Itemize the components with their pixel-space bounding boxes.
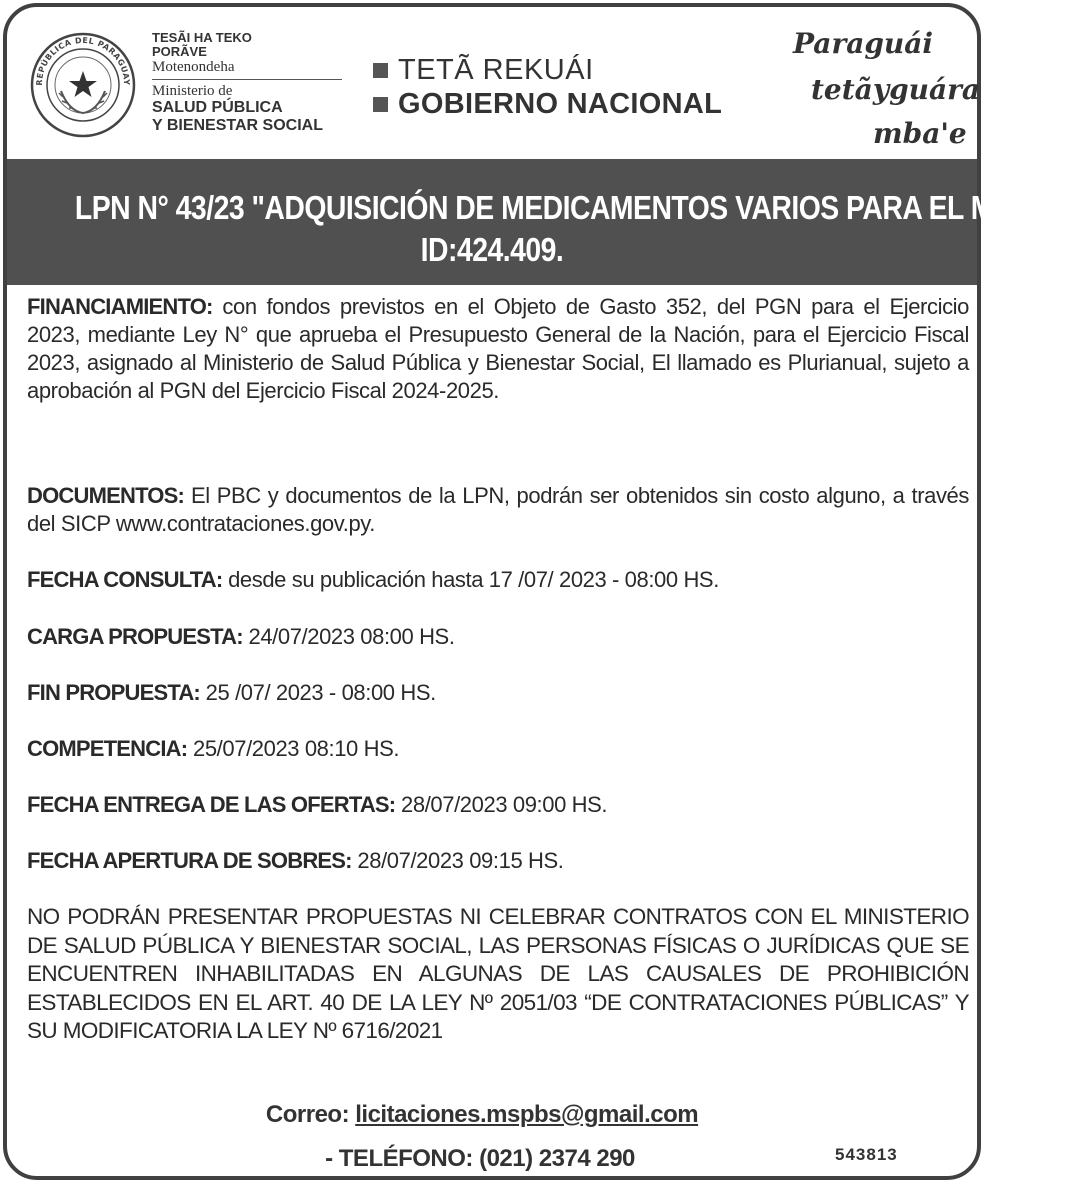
section-text: 24/07/2023 08:00 HS. (242, 624, 455, 649)
section-label: FECHA ENTREGA DE LAS OFERTAS: (27, 792, 396, 817)
section-label: FINANCIAMIENTO: (27, 294, 213, 319)
square-bullet-icon (373, 63, 388, 78)
section-label: FECHA APERTURA DE SOBRES: (27, 848, 352, 873)
section-documentos (27, 482, 969, 538)
notice-frame (3, 3, 1083, 1180)
section-label: CARGA PROPUESTA: (27, 624, 243, 649)
phone-line (0, 1145, 965, 1173)
notice-title (7, 187, 1083, 271)
title-band (7, 159, 1083, 285)
ministry-line: SALUD PÚBLICA (152, 99, 283, 116)
government-line: GOBIERNO NACIONAL (398, 88, 723, 120)
slogan-line: mba'e (873, 117, 967, 150)
section-text: con fondos previstos en el Objeto de Gasto 352, del PGN para el Ejercicio 2023, mediante Ley N° que aprueba el Presupuesto General de la Nación, para el Ejercicio Fiscal 2023, asignado al Ministerio de Salud Pública y Bienestar Social, El llamado es Plurianual, sujeto a aprobación al PGN del Ejercicio Fiscal 2024-2025. (27, 294, 969, 403)
ministry-line: Motenondeha (152, 59, 235, 75)
ministry-line: PORÃVE (152, 44, 207, 59)
section-carga-propuesta (27, 623, 969, 651)
section-text: desde su publicación hasta 17 /07/ 2023 - 08:00 HS. (222, 567, 719, 592)
section-text: 28/07/2023 09:00 HS. (395, 792, 608, 817)
phone-label: - TELÉFONO: (325, 1145, 480, 1172)
section-entrega-ofertas (27, 791, 969, 819)
phone-number: (021) 2374 290 (479, 1145, 635, 1172)
section-label: COMPETENCIA: (27, 736, 188, 761)
section-label: FECHA CONSULTA: (27, 567, 223, 592)
government-line: TETÃ REKUÁI (398, 54, 594, 86)
section-text: 28/07/2023 09:15 HS. (351, 848, 564, 873)
slogan-line: tetãyguára (811, 73, 981, 106)
seal-text: REPÚBLICA DEL PARAGUAY (34, 35, 132, 86)
square-bullet-icon (373, 97, 388, 112)
ministry-line: Ministerio de (152, 83, 233, 99)
section-fecha-consulta (27, 566, 969, 594)
prohibition-notice: NO PODRÁN PRESENTAR PROPUESTAS NI CELEBRAR CONTRATOS CON EL MINISTERIO DE SALUD PÚBLICA Y BIENESTAR SOCIAL, LAS PERSONAS FÍSICAS O JURÍDICAS QUE SE ENCUENTREN INHABILITADAS EN ALGUNAS DE LAS CAUSALES DE PROHIBICIÓN ESTABLECIDOS EN EL ART. 40 DE LA LEY Nº 2051/03 “DE CONTRATACIONES PÚBLICAS” Y SU MODIFICATORIA LA LEY Nº 6716/2021 (27, 904, 969, 1043)
ministry-name (152, 31, 352, 135)
header (7, 7, 981, 159)
section-label: FIN PROPUESTA: (27, 680, 200, 705)
government-name (373, 53, 722, 121)
email-label: Correo: (265, 1101, 356, 1128)
section-label: DOCUMENTOS: (27, 483, 185, 508)
section-text: 25/07/2023 08:10 HS. (187, 736, 400, 761)
ministry-line: TESÃI HA TEKO (152, 30, 252, 45)
national-seal-icon (29, 31, 137, 139)
section-apertura-sobres (27, 847, 969, 875)
title-line: LPN N° 43/23 "ADQUISICIÓN DE MEDICAMENTOS VARIOS PARA EL MSPBS” (74, 189, 1083, 226)
section-financiamiento (27, 293, 969, 405)
email-link[interactable]: licitaciones.mspbs@gmail.com (355, 1101, 699, 1128)
slogan-line: Paraguái (793, 27, 934, 60)
ministry-line: Y BIENESTAR SOCIAL (152, 117, 323, 134)
title-id: ID:424.409. (420, 231, 564, 268)
email-line (0, 1101, 967, 1129)
ad-code: 543813 (835, 1145, 898, 1164)
section-fin-propuesta (27, 679, 969, 707)
section-competencia (27, 735, 969, 763)
ministry-divider (152, 79, 342, 80)
section-text: 25 /07/ 2023 - 08:00 HS. (199, 680, 436, 705)
section-text: El PBC y documentos de la LPN, podrán ser obtenidos sin costo alguno, a través del SICP www.contrataciones.gov.py. (27, 483, 969, 536)
